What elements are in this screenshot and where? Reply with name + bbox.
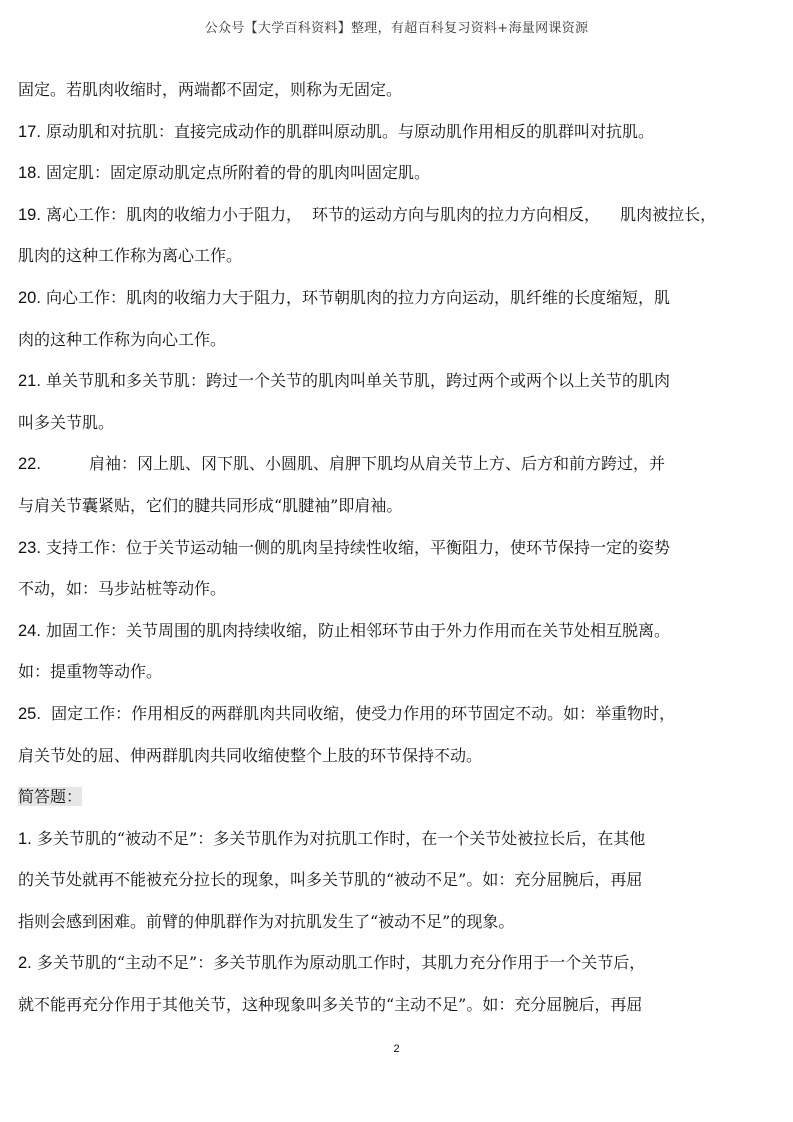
item-number: 19. xyxy=(18,205,41,224)
line-text: 离心工作：肌肉的收缩力小于阻力， xyxy=(46,204,303,224)
item-number: 1. xyxy=(18,829,32,848)
line-text: 叫多关节肌。 xyxy=(18,412,115,432)
item-number: 24. xyxy=(18,621,41,640)
line-text: 多关节肌的“主动不足”：多关节肌作为原动肌工作时，其肌力充分作用于一个关节后， xyxy=(36,953,646,973)
line-text: 肉的这种工作称为向心工作。 xyxy=(18,329,227,349)
line-text: 原动肌和对抗肌：直接完成动作的肌群叫原动肌。与原动肌作用相反的肌群叫对抗肌。 xyxy=(46,121,655,141)
section-heading xyxy=(18,787,776,807)
line-text: 肌肉的这种工作称为离心工作。 xyxy=(18,246,243,266)
line-text: 如：提重物等动作。 xyxy=(18,662,163,682)
line-text: 就不能再充分作用于其他关节，这种现象叫多关节的“主动不足”。如：充分屈腕后，再屈 xyxy=(18,995,643,1015)
answer-2 xyxy=(18,953,776,973)
line-text: 不动，如：马步站桩等动作。 xyxy=(18,579,227,599)
item-number: 17. xyxy=(18,122,41,141)
line-text: 肌肉被拉长， xyxy=(620,204,717,224)
item-number: 18. xyxy=(18,164,41,183)
line-text: 向心工作：肌肉的收缩力大于阻力，环节朝肌肉的拉力方向运动，肌纤维的长度缩短，肌 xyxy=(46,287,671,307)
page-number: 2 xyxy=(393,1043,400,1055)
text-line-20 xyxy=(18,870,776,890)
text-line-13 xyxy=(18,579,776,599)
term-24 xyxy=(18,621,776,641)
line-text: 的关节处就再不能被充分拉长的现象，叫多关节肌的“被动不足”。如：充分屈腕后，再屈 xyxy=(18,870,643,890)
text-line-1 xyxy=(18,80,776,100)
item-number: 25. xyxy=(18,704,41,723)
term-22 xyxy=(18,454,776,474)
term-23 xyxy=(18,538,776,558)
line-text: 单关节肌和多关节肌：跨过一个关节的肌肉叫单关节肌，跨过两个或两个以上关节的肌肉 xyxy=(46,371,671,391)
line-text: 指则会感到困难。前臂的伸肌群作为对抗肌发生了“被动不足”的现象。 xyxy=(18,911,515,931)
page-header: 公众号【大学百科资料】整理，有超百科复习资料+海量网课资源 xyxy=(204,21,589,36)
term-25 xyxy=(18,704,776,724)
item-number: 22. xyxy=(18,455,41,474)
answer-1 xyxy=(18,829,776,849)
item-number: 2. xyxy=(18,954,32,973)
text-line-7 xyxy=(18,330,776,350)
line-text: 加固工作：关节周围的肌肉持续收缩，防止相邻环节由于外力作用而在关节处相互脱离。 xyxy=(46,620,671,640)
short-answer-heading: 简答题： xyxy=(18,787,83,807)
line-text: 环节的运动方向与肌肉的拉力方向相反， xyxy=(312,204,601,224)
item-number: 20. xyxy=(18,288,41,307)
term-18 xyxy=(18,163,776,183)
document-body xyxy=(18,80,776,1037)
text-line-5 xyxy=(18,246,776,266)
text-line-17 xyxy=(18,746,776,766)
item-number: 23. xyxy=(18,538,41,557)
term-21 xyxy=(18,371,776,391)
line-text: 固定肌：固定原动肌定点所附着的骨的肌肉叫固定肌。 xyxy=(46,163,431,183)
line-text: 多关节肌的“被动不足”：多关节肌作为对抗肌工作时，在一个关节处被拉长后，在其他 xyxy=(36,828,646,848)
item-number: 21. xyxy=(18,372,41,391)
term-20 xyxy=(18,288,776,308)
line-text: 固定工作：作用相反的两群肌肉共同收缩，使受力作用的环节固定不动。如：举重物时， xyxy=(51,703,676,723)
line-text: 肩关节处的屈、伸两群肌肉共同收缩使整个上肢的环节保持不动。 xyxy=(18,745,483,765)
line-text: 肩袖：冈上肌、冈下肌、小圆肌、肩胛下肌均从肩关节上方、后方和前方跨过，并 xyxy=(88,454,665,474)
line-text: 与肩关节囊紧贴，它们的腱共同形成“肌腱袖”即肩袖。 xyxy=(18,495,403,515)
text-line-9 xyxy=(18,413,776,433)
line-text: 固定。若肌肉收缩时，两端都不固定，则称为无固定。 xyxy=(18,80,403,99)
text-line-23 xyxy=(18,995,776,1015)
line-text: 支持工作：位于关节运动轴一侧的肌肉呈持续性收缩，平衡阻力，使环节保持一定的姿势 xyxy=(46,537,671,557)
term-19 xyxy=(18,205,776,225)
text-line-21 xyxy=(18,912,776,932)
term-17 xyxy=(18,122,776,142)
text-line-15 xyxy=(18,662,776,682)
text-line-11 xyxy=(18,496,776,516)
